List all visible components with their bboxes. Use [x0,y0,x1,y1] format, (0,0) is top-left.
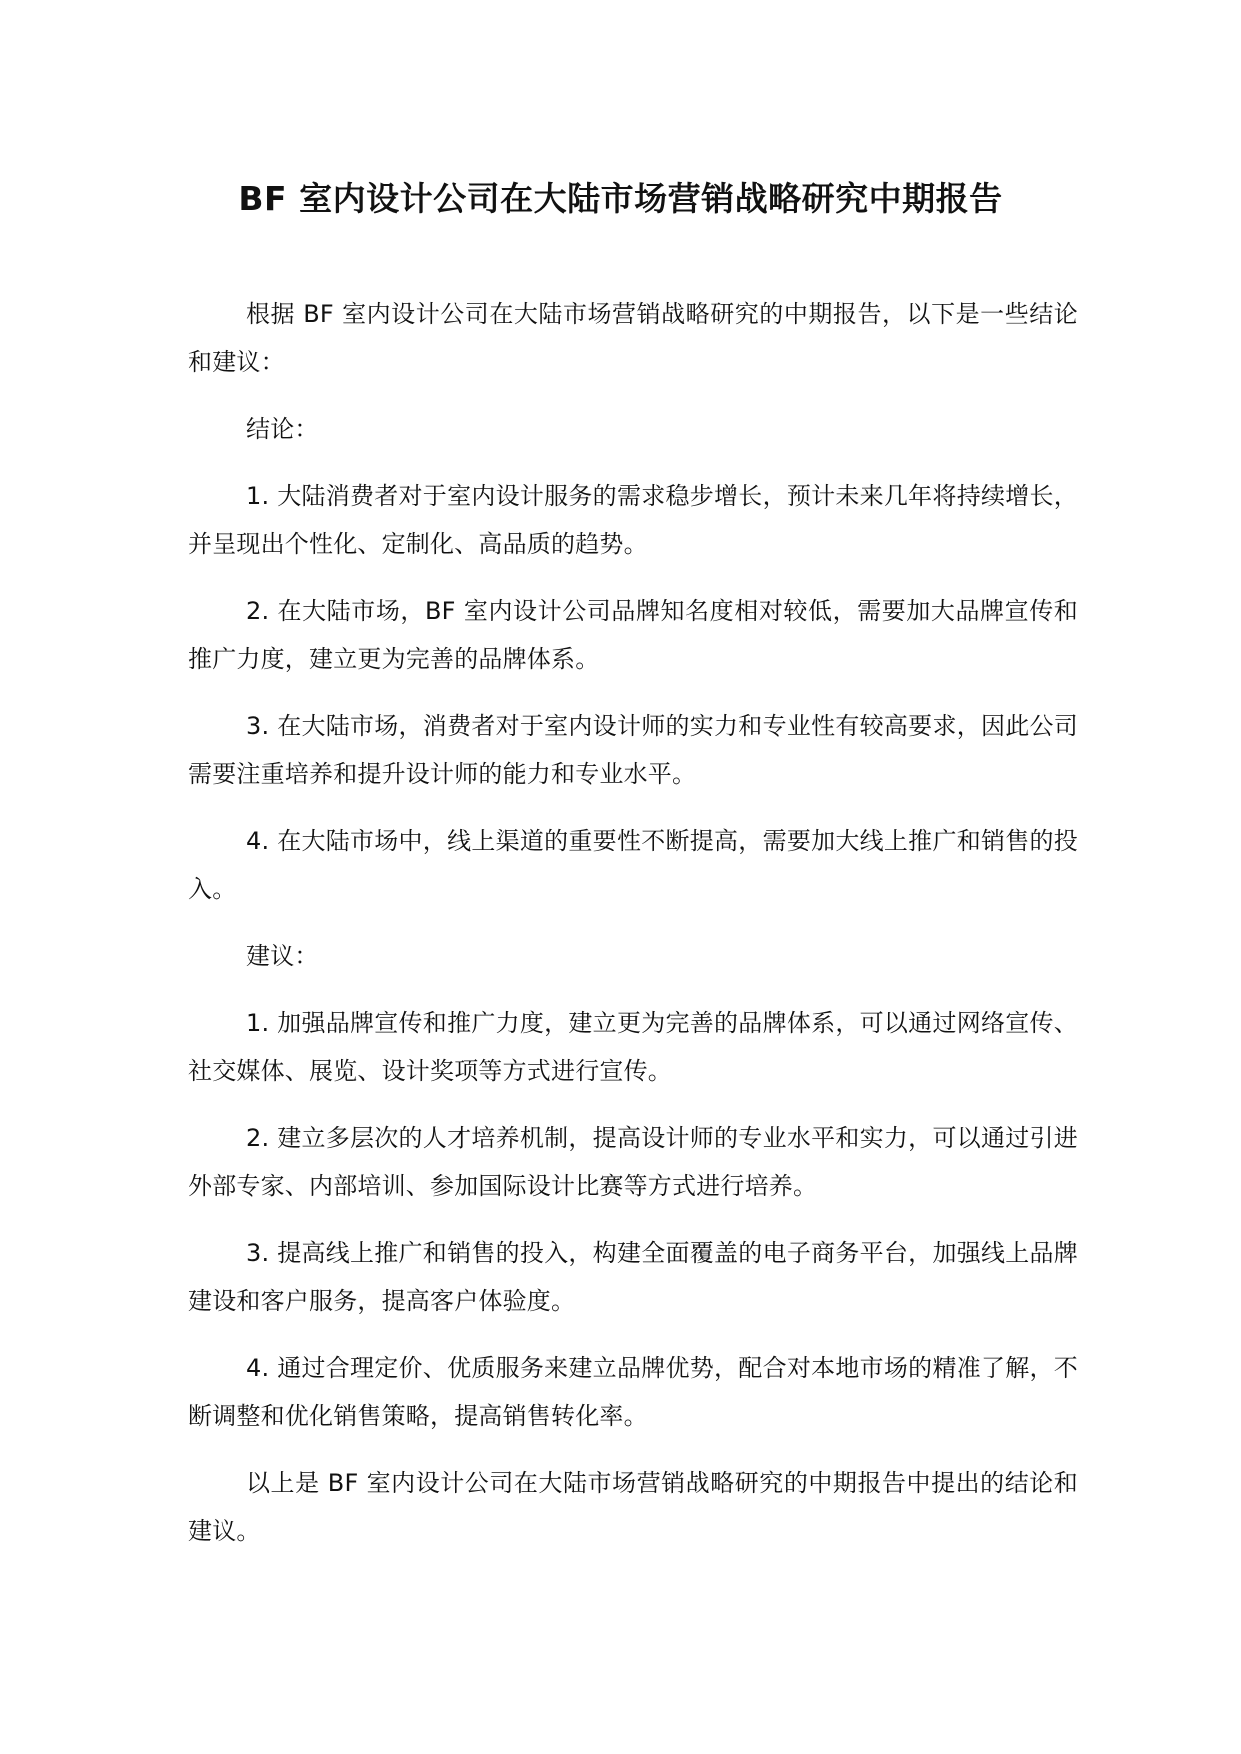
suggestion-item-3: 3. 提高线上推广和销售的投入，构建全面覆盖的电子商务平台，加强线上品牌建设和客户服务，提高客户体验度。 [188,1239,1078,1315]
suggestion-item-2: 2. 建立多层次的人才培养机制，提高设计师的专业水平和实力，可以通过引进外部专家、内部培训、参加国际设计比赛等方式进行培养。 [188,1124,1078,1200]
suggestion-item-4: 4. 通过合理定价、优质服务来建立品牌优势，配合对本地市场的精准了解，不断调整和优化销售策略，提高销售转化率。 [188,1354,1078,1430]
intro-paragraph: 根据 BF 室内设计公司在大陆市场营销战略研究的中期报告，以下是一些结论和建议： [188,300,1078,376]
closing-paragraph: 以上是 BF 室内设计公司在大陆市场营销战略研究的中期报告中提出的结论和建议。 [188,1469,1078,1545]
document-body [188,290,1078,1574]
conclusions-heading: 结论： [246,415,319,443]
document-title: BF 室内设计公司在大陆市场营销战略研究中期报告 [238,179,1003,218]
suggestions-heading: 建议： [246,942,319,970]
conclusion-item-1: 1. 大陆消费者对于室内设计服务的需求稳步增长，预计未来几年将持续增长，并呈现出个性化、定制化、高品质的趋势。 [188,482,1078,558]
suggestion-item-1: 1. 加强品牌宣传和推广力度，建立更为完善的品牌体系，可以通过网络宣传、社交媒体、展览、设计奖项等方式进行宣传。 [188,1009,1078,1085]
conclusion-item-4: 4. 在大陆市场中，线上渠道的重要性不断提高，需要加大线上推广和销售的投入。 [188,827,1078,903]
conclusion-item-3: 3. 在大陆市场，消费者对于室内设计师的实力和专业性有较高要求，因此公司需要注重培养和提升设计师的能力和专业水平。 [188,712,1078,788]
conclusion-item-2: 2. 在大陆市场，BF 室内设计公司品牌知名度相对较低，需要加大品牌宣传和推广力度，建立更为完善的品牌体系。 [188,597,1078,673]
